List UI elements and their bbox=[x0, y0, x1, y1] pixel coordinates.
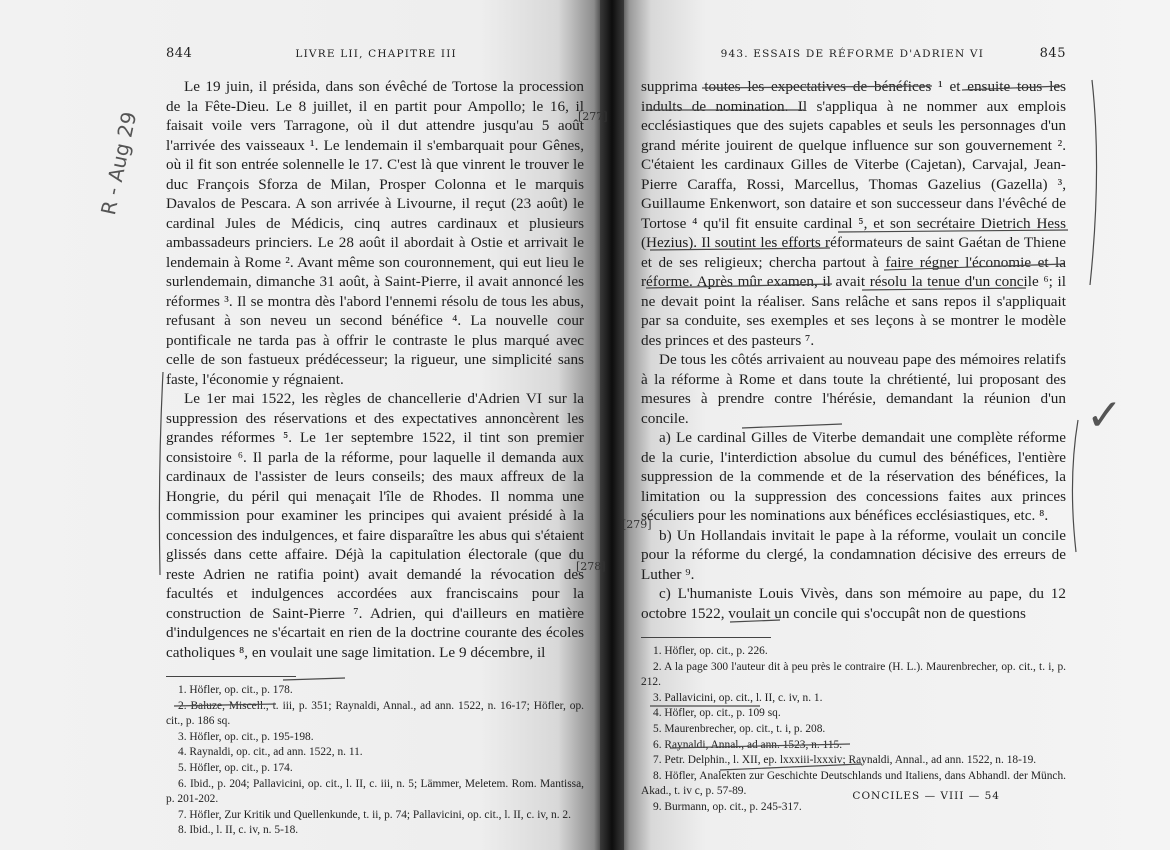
left-footnotes bbox=[166, 683, 584, 839]
handwritten-checkmark: ✓ bbox=[1086, 390, 1123, 441]
right-page-number: 845 bbox=[1039, 46, 1066, 61]
left-footnote: 1. Höfler, op. cit., p. 178. bbox=[178, 684, 293, 696]
right-running-head: 943. ESSAIS DE RÉFORME D'ADRIEN VI bbox=[720, 48, 985, 60]
left-footnote: 4. Raynaldi, op. cit., ad ann. 1522, n. 11. bbox=[178, 746, 363, 759]
margin-reference-277: [277] bbox=[578, 110, 608, 123]
right-footnote: 7. Petr. Delphin., l. XII, ep. lxxxiii-lxxxiv; Raynaldi, Annal., ad ann. 1522, n. 18-19. bbox=[653, 754, 1037, 767]
left-paragraph-1: Le 19 juin, il présida, dans son évêché de Tortose la procession de la Fête-Dieu. Le 8 juillet, il en partit pour Ampollo; le 16, il faisait voile vers Tarragone, où il dut attendre jusqu'au 5 août l'arrivée des vaisseaux ¹. Le lendemain il s'embarquait pour Gênes, où il fit son entrée solennelle le 17. C'est là que vinrent le trouver le duc François Sforza de Milan, Prosper Colonna et le marquis Davalos de Pescara. A son arrivée à Livourne, il reçut (23 août) le cardinal Jules de Médicis, cinq autres cardinaux et plusieurs ambassadeurs princiers. Le 28 août il abordait à Ostie et arrivait le lendemain à Rome ². Avant même son couronnement, qui eut lieu le surlendemain, dimanche 31 août, à Saint-Pierre, il avait annoncé les réformes ³. Il se montra dès l'abord l'ennemi résolu de tous les abus, refusant à son neveu un second bénéfice ⁴. La nouvelle cour pontificale ne tarda pas à offrir le contraste le plus marqué avec celle de son fastueux prédécesseur; la rigueur, une simplicité sans faste, l'économie y régnaient. bbox=[166, 78, 584, 388]
left-footnote: 8. Ibid., l. II, c. iv, n. 5-18. bbox=[178, 824, 299, 837]
right-footnote-rule bbox=[641, 637, 771, 638]
right-paragraph-2: De tous les côtés arrivaient au nouveau pape des mémoires relatifs à la réforme à Rome et dans toute la chrétienté, lui proposant des mesures à prendre contre l'hérésie, demandant la réunion d'un concile. bbox=[641, 351, 1066, 427]
signature-folio: CONCILES — VIII — 54 bbox=[852, 790, 1000, 802]
left-footnote: 2. Baluze, Miscell., t. iii, p. 351; Raynaldi, Annal., ad ann. 1522, n. 16-17; Höfler, op. cit., p. 186 sq. bbox=[166, 699, 584, 728]
book-gutter bbox=[600, 0, 624, 850]
right-footnote: 9. Burmann, op. cit., p. 245-317. bbox=[653, 800, 802, 813]
right-paragraph-4: b) Un Hollandais invitait le pape à la réforme, voulait un concile pour la réforme du clergé, la condamnation décisive des erreurs de Luther ⁹. bbox=[641, 526, 1066, 583]
handwritten-note: R - Aug 29 bbox=[96, 109, 142, 217]
right-paragraph-3: a) Le cardinal Gilles de Viterbe demandait une complète réforme de la curie, l'interdiction absolue du cumul des bénéfices, l'entière suppression de la commende et de la réservation des bénéfices, la limitation ou la suppression des concessions faites aux princes séculiers pour les nominations aux bénéfices ecclésiastiques, etc. ⁸. bbox=[641, 429, 1066, 524]
left-page-number: 844 bbox=[166, 46, 193, 61]
right-footnote: 2. A la page 300 l'auteur dit à peu près le contraire (H. L.). Maurenbrecher, op. cit., t. i, p. 212. bbox=[641, 660, 1066, 689]
right-paragraph-1: supprima toutes les expectatives de bénéfices ¹ et ensuite tous les indults de nomination. Il s'appliqua à ne nommer aux emplois ecclésiastiques que des sujets capables et seuls les personnages d'un grand mérite jouirent de quelque influence sur son gouvernement ². C'étaient les cardinaux Gilles de Viterbe (Cajetan), Carvajal, Jean-Pierre Caraffa, Rossi, Marcellus, Thomas Gazelius (Gazella) ³, Guillaume Enkenwort, son dataire et son successeur dans l'évêché de Tortose ⁴ qu'il fit ensuite cardinal ⁵, et son secrétaire Dietrich Hess (Hezius). Il soutint les efforts réformateurs de saint Gaétan de Thiene et de ses religieux; chercha partout à faire régner l'économie et la réforme. Après mûr examen, il avait résolu la tenue d'un concile ⁶; il ne devait point la réaliser. Sans relâche et sans repos il s'appliquait par sa conduite, ses exemples et ses leçons à se montrer le modèle des princes et des pasteurs ⁷. bbox=[641, 78, 1066, 349]
right-footnote: 5. Maurenbrecher, op. cit., t. i, p. 208. bbox=[653, 722, 826, 735]
left-footnote: 3. Höfler, op. cit., p. 195-198. bbox=[178, 730, 314, 743]
left-paragraph-2: Le 1er mai 1522, les règles de chancellerie d'Adrien VI sur la suppression des réservations et des expectatives annoncèrent les grandes réformes ⁵. Le 1er septembre 1522, il tint son premier consistoire ⁶. Il parla de la réforme, pour laquelle il demanda aux cardinaux de l'assister de leurs conseils; des maux affreux de la Hongrie, du péril qui menaçait l'île de Rhodes. Il nomma une commission pour examiner les principes qui avaient présidé à la concession des indulgences, et faire disparaître les abus qui s'étaient glissés dans cette affaire. Déjà la capitulation électorale (que du reste Adrien ne ratifia point) avait demandé la révocation des facultés et indulgences accordées aux franciscains pour la construction de Saint-Pierre ⁷. Adrien, qui d'ailleurs en matière d'indulgences ne s'écartait en rien de la doctrine courante des écoles catholiques ⁸, en voulait une sage limitation. Le 9 décembre, il bbox=[166, 390, 584, 661]
right-paragraph-5: c) L'humaniste Louis Vivès, dans son mémoire au pape, du 12 octobre 1522, voulait un concile qui s'occupât non de questions bbox=[641, 585, 1066, 622]
left-footnote-rule bbox=[166, 676, 296, 677]
left-running-head: LIVRE LII, CHAPITRE III bbox=[295, 48, 457, 60]
left-header bbox=[166, 46, 584, 61]
right-footnote: 4. Höfler, op. cit., p. 109 sq. bbox=[653, 707, 781, 720]
margin-reference-279: [279] bbox=[622, 518, 652, 531]
right-header bbox=[641, 46, 1066, 61]
left-body bbox=[166, 77, 584, 662]
left-footnote: 6. Ibid., p. 204; Pallavicini, op. cit., l. II, c. iii, n. 5; Lämmer, Meletem. Rom. Mantissa, p. 201-202. bbox=[166, 777, 584, 806]
right-footnote: 3. Pallavicini, op. cit., l. II, c. iv, n. 1. bbox=[653, 691, 823, 704]
right-footnote: 8. Höfler, Analekten zur Geschichte Deutschlands und Italiens, dans Abhandl. der Münch. Akad., t. iv c, p. 57-89. bbox=[641, 769, 1066, 798]
margin-reference-278: [278] bbox=[576, 560, 606, 573]
left-footnote: 5. Höfler, op. cit., p. 174. bbox=[178, 761, 293, 774]
right-body bbox=[641, 77, 1066, 623]
left-footnote: 7. Höfler, Zur Kritik und Quellenkunde, t. ii, p. 74; Pallavicini, op. cit., l. II, c. iv, n. 2. bbox=[178, 808, 571, 821]
right-footnote: 1. Höfler, op. cit., p. 226. bbox=[653, 645, 768, 657]
right-footnote: 6. Raynaldi, Annal., ad ann. 1523, n. 115. bbox=[653, 738, 843, 751]
